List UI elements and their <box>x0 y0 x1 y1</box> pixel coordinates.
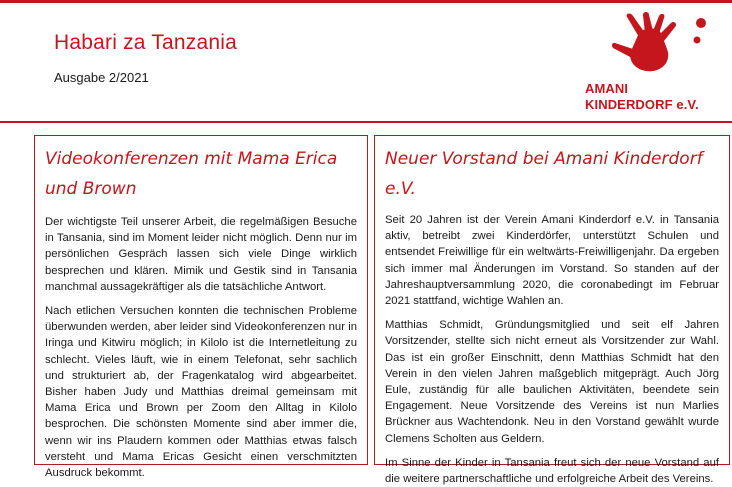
article-paragraph: Der wichtigste Teil unserer Arbeit, die regelmäßigen Besuche in Tansania, sind im Moment leider nicht möglich. Denn nur im persönlichen Gespräch lassen sich viele Dinge wirklich besprechen und klären. Mimik und Gestik sind in Tansania manchmal aussagekräftiger als die tatsächliche Antwort. <box>45 216 357 293</box>
article-videokonferenzen <box>34 135 368 480</box>
article-body <box>375 204 729 487</box>
logo-line-kinderdorf: KINDERDORF e.V. <box>585 97 699 112</box>
article-title: Videokonferenzen mit Mama Erica und Brown <box>45 149 338 199</box>
newsletter-title: Habari za Tanzania <box>54 31 237 54</box>
article-neuer-vorstand <box>374 135 730 486</box>
article-paragraph: Seit 20 Jahren ist der Verein Amani Kinderdorf e.V. in Tansania aktiv, betreibt zwei Kinderdörfer, unterstützt Schulen und entsendet Freiwillige für ein weltwärts-Freiwilligenjahr. Da ergeben sich immer mal Änderungen im Vorstand. So standen auf der Jahreshauptversammlung 2020, die coronabedingt im Februar 2021 stattfand, wichtige Wahlen an. <box>385 214 719 308</box>
logo-wordmark <box>585 81 699 113</box>
article-title: Neuer Vorstand bei Amani Kinderdorf e.V. <box>385 149 703 199</box>
article-body <box>35 204 367 481</box>
article-paragraph: Matthias Schmidt, Gründungsmitglied und seit elf Jahren Vorsitzender, stellte sich nicht erneut als Vorsitzender zur Wahl. Das ist ein großer Einschnitt, denn Matthias Schmidt hat den Verein in den vielen Jahren maßgeblich mitgeprägt. Auch Jörg Eule, zuständig für alle baulichen Aktivitäten, beendete sein Engagement. Neue Vorsitzende des Vereins ist nun Marlies Brückner aus Wachtendonk. Neu in den Vorstand gewählt wurde Clemens Scholten aus Geldern. <box>385 319 719 445</box>
amani-logo <box>585 13 720 123</box>
newsletter-header <box>0 3 732 122</box>
logo-line-amani: AMANI <box>585 81 629 96</box>
article-paragraph: Nach etlichen Versuchen konnten die technischen Probleme überwunden werden, aber leider sind Videokonferenzen nur in Iringa und Kitwiru möglich; in Kilolo ist die Internetleitung zu schlecht. Vieles läuft, wie in einem Telefonat, sehr sachlich und strukturiert ab, der Fragenkatalog wird abgearbeitet. Bisher haben Judy und Matthias dreimal gemeinsam mit Mama Erica und Brown per Zoom den Alltag in Kilolo besprochen. Die schönsten Momente sind aber immer die, wenn wir ins Plaudern kommen oder Matthias etwas falsch versteht und Mama Ericas Gesicht einen verschmitzten Ausdruck bekommt. <box>45 305 357 480</box>
issue-number: Ausgabe 2/2021 <box>54 70 149 85</box>
article-paragraph: Im Sinne der Kinder in Tansania freut sich der neue Vorstand auf die weitere partnerschaftliche und erfolgreiche Arbeit des Vereins. <box>385 456 719 486</box>
red-hand-icon <box>601 13 713 75</box>
header-divider <box>0 121 732 123</box>
